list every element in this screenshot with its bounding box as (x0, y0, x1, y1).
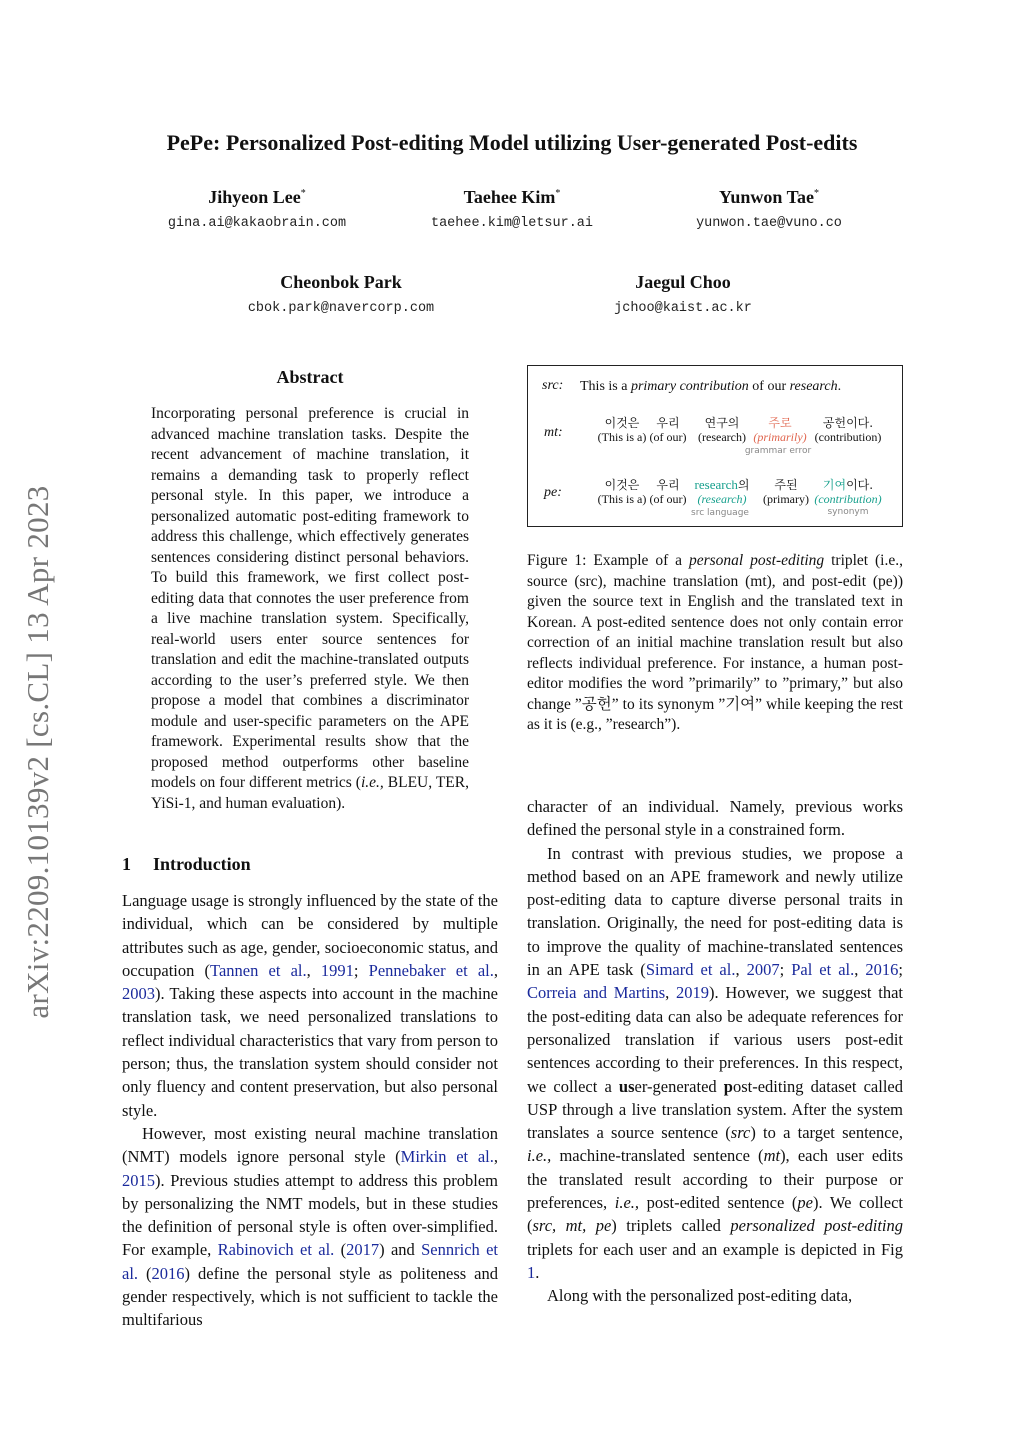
citation-link[interactable]: Simard et al. (645, 960, 736, 980)
author-1 (152, 187, 362, 231)
right-column (527, 795, 903, 1308)
citation-link[interactable]: Tannen et al. (210, 960, 307, 980)
citation-link[interactable]: Sennrich et al. (122, 1240, 499, 1283)
abstract-heading: Abstract (276, 367, 344, 387)
author-mark: * (813, 188, 819, 199)
citation-link[interactable]: Rabinovich et al. (217, 1240, 335, 1260)
left-column (122, 889, 498, 1332)
paragraph: character of an individual. Namely, previous works defined the personal style in a constrained form. (527, 797, 903, 840)
pe-token-en: (contribution) (814, 492, 882, 506)
pe-token-ko-synonym: 기여이다. (822, 478, 874, 492)
src-language-note: src language (691, 508, 749, 518)
citation-year-link[interactable]: 2019 (676, 983, 709, 1003)
mt-token-en: (contribution) (814, 430, 882, 444)
citation-year-link[interactable]: 1991 (320, 960, 354, 980)
figure-caption: Figure 1: Example of a personal post-editing triplet (i.e., source (src), machine translation (mt), and post-edit (pe)) given the source text in English and the translated text in Korean. A post-edited sentence does not only contain error correction of an initial machine translation result but also reflects individual preference. For instance, a human post-editor modifies the word ”primarily” to ”primary,” but also change ”공헌” to its synonym ”기여” while keeping the rest as it is (e.g., ”research”). (527, 552, 903, 733)
pe-token-ko-source-language: research의 (694, 477, 750, 492)
figure-1 (527, 365, 903, 527)
author-4 (221, 272, 461, 316)
pe-token-ko: 우리 (656, 478, 680, 492)
paper-title: PePe: Personalized Post-editing Model utilizing User-generated Post-edits (166, 130, 858, 155)
pe-token-en: (This is a) (597, 492, 647, 506)
mt-token-en-error: (primarily) (753, 430, 807, 444)
citation-link[interactable]: Pennebaker et al. (368, 960, 494, 980)
paragraph: Along with the personalized post-editing data, (547, 1286, 853, 1306)
pe-token-en: (of our) (649, 492, 687, 506)
pe-label: pe: (544, 485, 562, 500)
mt-token-en: (This is a) (597, 430, 647, 444)
author-3 (664, 187, 874, 231)
author-email: taehee.kim@letsur.ai (430, 216, 594, 231)
author-email: jchoo@kaist.ac.kr (614, 301, 752, 316)
mt-token-en: (research) (698, 430, 746, 444)
citation-year-link[interactable]: 2007 (746, 960, 780, 980)
mt-token-ko: 우리 (656, 416, 680, 430)
paragraph: Language usage is strongly influenced by the state of the individual, which can be considered by multiple attributes such as age, gender, socioeconomic status, and occupation (Tannen et al., 1991; Pennebaker et al., 2003). Taking these aspects into account in the machine translation task, we need personalized translations to reflect individual characteristics that vary from person to person; thus, the translation system should consider not only fluency and content preservation, but also personal style. (122, 891, 498, 1120)
mt-token-ko: 공헌이다. (822, 416, 874, 430)
author-email: yunwon.tae@vuno.co (696, 216, 842, 231)
author-mark: * (300, 188, 306, 199)
citation-year-link[interactable]: 2003 (122, 984, 155, 1004)
mt-label: mt: (544, 425, 563, 440)
author-name: Taehee Kim (463, 187, 556, 207)
author-email: cbok.park@navercorp.com (247, 301, 435, 316)
pe-token-en: (research) (697, 492, 747, 506)
author-5 (573, 272, 793, 316)
author-name: Jihyeon Lee (208, 187, 301, 207)
figure-ref-link[interactable]: 1 (527, 1262, 536, 1282)
author-email: gina.ai@kakaobrain.com (167, 216, 347, 231)
section-title: Introduction (153, 854, 251, 874)
mt-token-ko: 연구의 (704, 416, 740, 430)
pe-token-en: (primary) (763, 492, 809, 506)
src-sentence: This is a primary contribution of our research. (580, 379, 842, 394)
citation-year-link[interactable]: 2017 (346, 1240, 380, 1260)
mt-token-en: (of our) (649, 430, 687, 444)
citation-link[interactable]: Correia and Martins (527, 983, 666, 1003)
author-name: Jaegul Choo (635, 272, 731, 292)
pe-token-ko: 주된 (774, 478, 798, 492)
citation-year-link[interactable]: 2015 (122, 1170, 155, 1190)
paragraph: In contrast with previous studies, we propose a method based on an APE framework and newly utilize post-editing data to capture diverse personal traits in translation. Originally, the need for post-editing data is to improve the quality of machine-translated sentences in an APE task (Simard et al., 2007; Pal et al., 2016; Correia and Martins, 2019). However, we suggest that the post-editing data can also be adequate references for personalized translation if various users post-edit sentences according to their preferences. In this respect, we collect a user-generated post-editing dataset called USP through a live translation system. After the system translates a source sentence (src) to a target sentence, i.e., machine-translated sentence (mt), each user edits the translated result according to their purpose or preferences, i.e., post-edited sentence (pe). We collect (src, mt, pe) triplets called personalized post-editing triplets for each user and an example is depicted in Fig 1. (527, 843, 904, 1282)
section-heading (122, 854, 251, 875)
arxiv-stamp: arXiv:2209.10139v2 [cs.CL] 13 Apr 2023 (20, 485, 55, 1019)
citation-link[interactable]: Mirkin et al. (400, 1147, 494, 1167)
citation-link[interactable]: Pal et al. (791, 960, 855, 980)
author-name: Cheonbok Park (280, 272, 402, 292)
author-2 (407, 187, 617, 231)
author-name: Yunwon Tae (719, 187, 814, 207)
pe-token-ko: 이것은 (604, 478, 640, 492)
author-mark: * (555, 188, 561, 199)
grammar-error-note: grammar error (744, 446, 812, 456)
abstract-text: Incorporating personal preference is crucial in advanced machine translation tasks. Despite the recent advancement of machine translation, it remains a demanding task to properly reflect personal style. In this paper, we introduce a personalized automatic post-editing framework to address this challenge, which effectively generates sentences considering distinct personal behaviors. To build this framework, we first collect post-editing data that connotes the user preference from a live machine translation system. Specifically, real-world users enter source sentences for translation and edit the machine-translated outputs according to the user’s preferred style. We then propose a model that combines a discriminator module and user-specific parameters on the APE framework. Experimental results show that the proposed method outperforms other baseline models on four different metrics (i.e., BLEU, TER, YiSi-1, and human evaluation). (151, 405, 469, 812)
synonym-note: synonym (827, 507, 869, 517)
citation-year-link[interactable]: 2016 (865, 960, 899, 980)
section-number: 1 (122, 854, 131, 874)
mt-token-ko-error: 주로 (768, 416, 792, 430)
paragraph: However, most existing neural machine translation (NMT) models ignore personal style (Mirkin et al., 2015). Previous studies attempt to address this problem by personalizing the NMT models, but in these studies the definition of personal style is often over-simplified. For example, Rabinovich et al. (2017) and Sennrich et al. (2016) define the personal style as politeness and gender respectively, which is not sufficient to tackle the multifarious (122, 1123, 499, 1330)
citation-year-link[interactable]: 2016 (151, 1263, 185, 1283)
mt-token-ko: 이것은 (604, 416, 640, 430)
src-label: src: (542, 378, 564, 393)
